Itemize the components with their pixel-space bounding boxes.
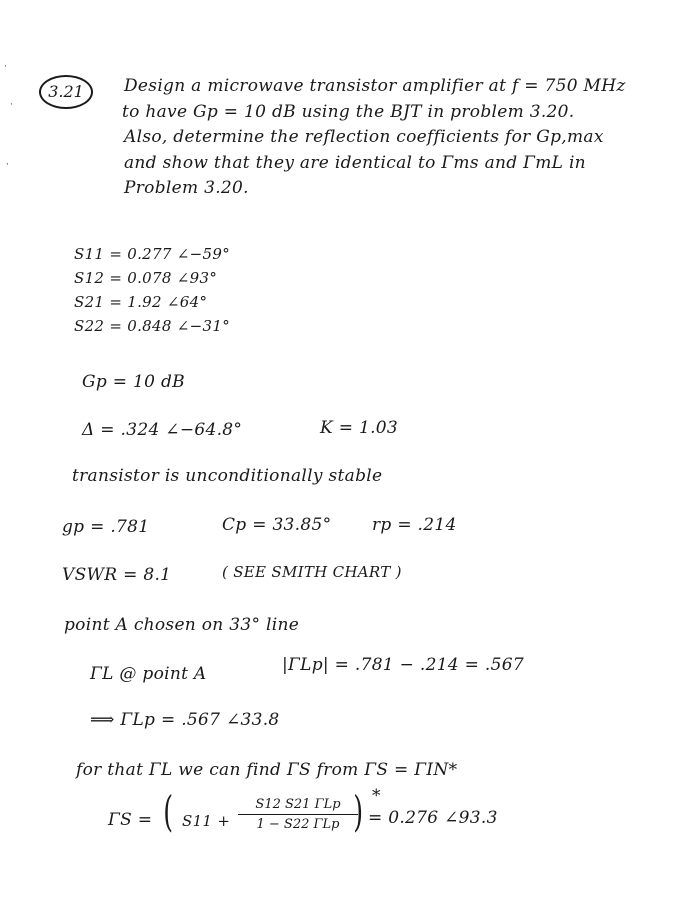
cp-value: Cp = 33.85° <box>222 515 332 535</box>
scan-speck: · <box>4 62 7 72</box>
gamma-s-fraction <box>238 797 358 832</box>
s22-value: S22 = 0.848 ∠−31° <box>74 317 231 335</box>
s21-value: S21 = 1.92 ∠64° <box>74 293 208 311</box>
gamma-l-label: ΓL @ point A <box>90 664 207 684</box>
problem-line-5: Problem 3.20. <box>124 178 249 198</box>
gamma-s-result: = 0.276 ∠93.3 <box>368 808 498 828</box>
problem-number: 3.21 <box>39 75 93 109</box>
smith-chart-note: ( SEE SMITH CHART ) <box>222 563 402 581</box>
left-paren: ( <box>163 787 174 836</box>
vswr-value: VSWR = 8.1 <box>62 565 172 585</box>
scan-speck: · <box>6 160 9 170</box>
fraction-denominator: 1 − S22 ΓLp <box>256 817 340 832</box>
scan-speck: · <box>10 100 13 110</box>
s11-value: S11 = 0.277 ∠−59° <box>74 245 231 263</box>
gamma-lp-value: ⟹ ΓLp = .567 ∠33.8 <box>90 710 280 730</box>
gamma-s-statement: for that ΓL we can find ΓS from ΓS = ΓIN* <box>76 760 458 780</box>
problem-line-4: and show that they are identical to Γms and ΓmL in <box>124 153 586 173</box>
problem-line-2: to have Gp = 10 dB using the BJT in problem 3.20. <box>122 102 575 122</box>
s12-value: S12 = 0.078 ∠93° <box>74 269 218 287</box>
right-paren: ) <box>353 787 364 836</box>
fraction-numerator: S12 S21 ΓLp <box>238 797 358 815</box>
gamma-lp-magnitude: |ΓLp| = .781 − .214 = .567 <box>282 655 524 675</box>
gamma-s-lhs: ΓS = <box>108 810 153 830</box>
problem-line-3: Also, determine the reflection coefficients for Gp,max <box>124 127 604 147</box>
problem-line-1: Design a microwave transistor amplifier at f = 750 MHz <box>124 76 626 96</box>
k-value: K = 1.03 <box>320 418 399 438</box>
conjugate-star: * <box>372 786 381 806</box>
delta-value: Δ = .324 ∠−64.8° <box>82 420 243 440</box>
point-a-note: point A chosen on 33° line <box>64 615 300 635</box>
gp-normalized: gp = .781 <box>62 517 150 537</box>
gp-value: Gp = 10 dB <box>82 372 185 392</box>
stability-statement: transistor is unconditionally stable <box>72 466 383 486</box>
rp-value: rp = .214 <box>372 515 457 535</box>
gamma-s-s11: S11 + <box>182 812 231 830</box>
